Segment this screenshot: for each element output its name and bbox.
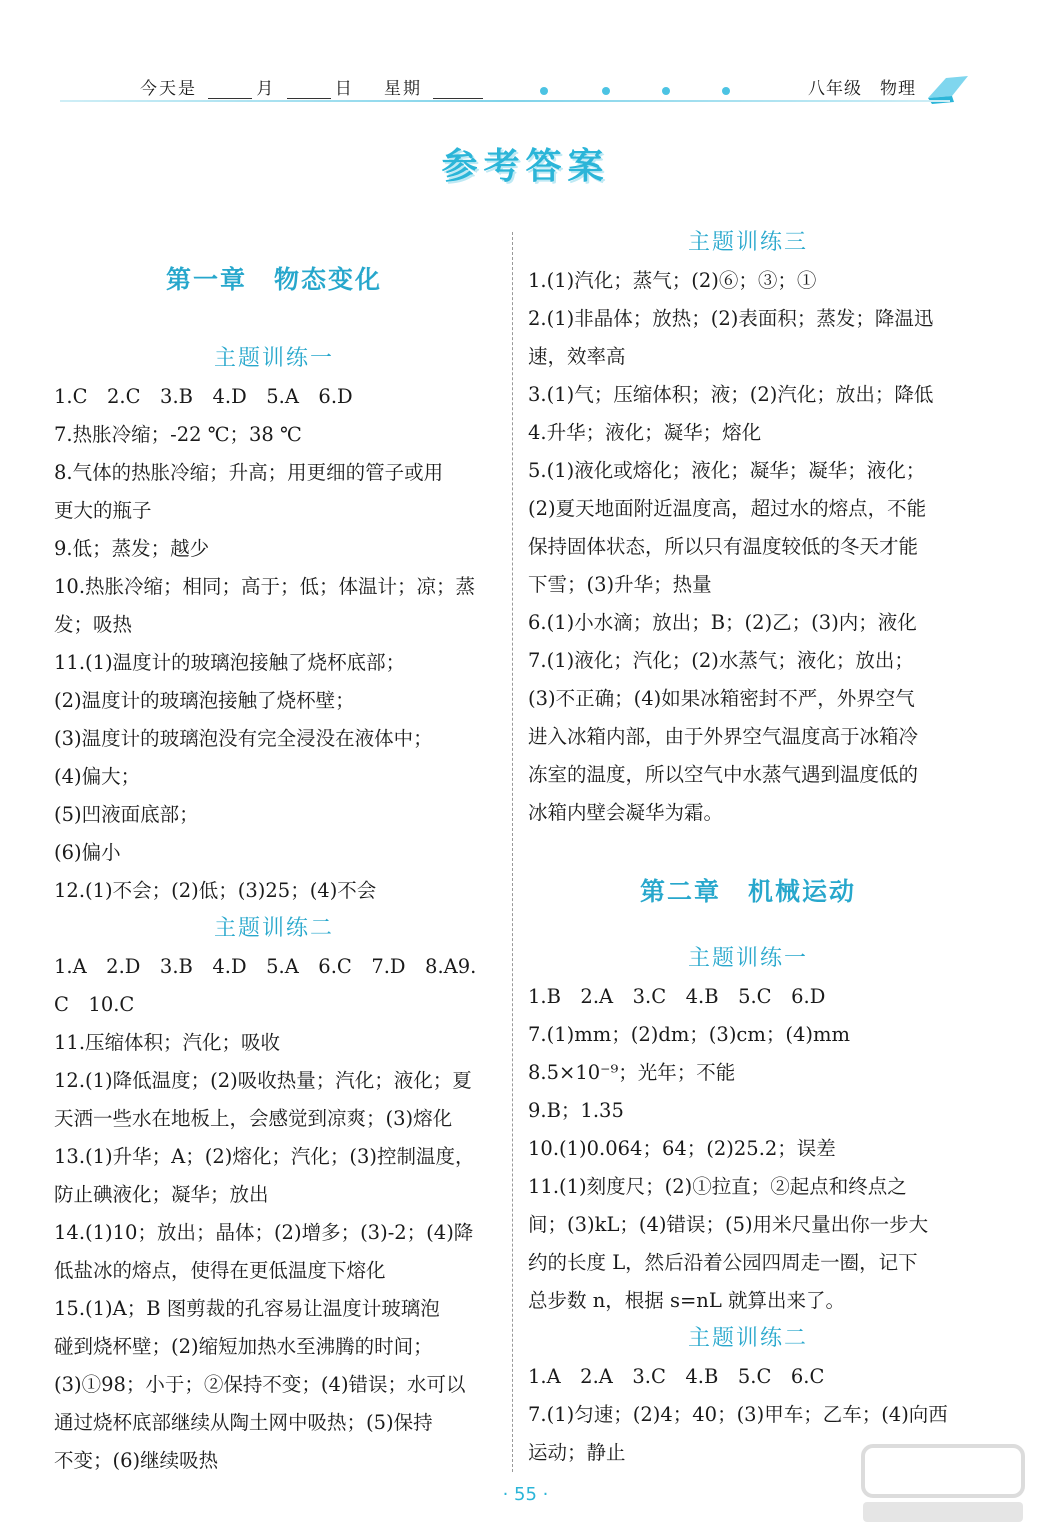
answer-line: C 10.C [54,993,135,1016]
answer-line: 10.热胀冷缩；相同；高于；低；体温计；凉；蒸 [54,575,476,598]
weekday-blank [433,80,483,99]
answer-line: 3.(1)气；压缩体积；液；(2)汽化；放出；降低 [528,383,934,406]
answer-line: 1.A 2.D 3.B 4.D 5.A 6.C 7.D 8.A9. [54,955,477,978]
answer-line: 12.(1)不会；(2)低；(3)25；(4)不会 [54,879,377,902]
header-rule [60,100,950,102]
answer-line: 1.B 2.A 3.C 4.B 5.C 6.D [528,985,826,1008]
answer-block [528,262,968,832]
page-header [0,0,1051,120]
page-number: · 55 · [502,1484,549,1505]
answer-line: 5.(1)液化或熔化；液化；凝华；凝华；液化； [528,459,926,482]
answer-line: (2)温度计的玻璃泡接触了烧杯壁； [54,689,355,712]
answer-line: 冰箱内壁会凝华为霜。 [528,801,724,824]
answer-line: (6)偏小 [54,841,121,864]
subject-label: 物理 [880,79,916,99]
answer-line: (3)温度计的玻璃泡没有完全浸没在液体中； [54,727,433,750]
answer-line: 7.(1)mm；(2)dm；(3)cm；(4)mm [528,1023,850,1046]
month-label: 月 [256,79,276,99]
answer-block [528,978,968,1320]
grade-subject [808,74,916,99]
right-column [528,224,968,1472]
answer-line: 9.B；1.35 [528,1099,624,1122]
answer-line: (2)夏天地面附近温度高，超过水的熔点，不能 [528,497,927,520]
answer-line: 8.5×10⁻⁹；光年；不能 [528,1061,736,1084]
chapter-heading: 第一章 物态变化 [165,265,382,294]
answer-line: 不变；(6)继续吸热 [54,1449,219,1472]
answer-line: 2.(1)非晶体；放热；(2)表面积；蒸发；降温迅 [528,307,934,330]
answer-line: 11.(1)温度计的玻璃泡接触了烧杯底部； [54,651,406,674]
answer-line: 12.(1)降低温度；(2)吸收热量；汽化；液化；夏 [54,1069,472,1092]
answer-line: 保持固体状态，所以只有温度较低的冬天才能 [528,535,919,558]
answer-line: 天洒一些水在地板上，会感觉到凉爽；(3)熔化 [54,1107,453,1130]
chapter-heading: 第二章 机械运动 [639,877,856,906]
section-heading: 主题训练二 [213,916,334,941]
left-column [54,256,494,1480]
today-label: 今天是 [140,79,197,99]
decor-dot [602,87,610,95]
decor-dot [540,87,548,95]
day-label: 日 [334,79,354,99]
answer-line: 11.(1)刻度尺；(2)①拉直；②起点和终点之 [528,1175,907,1198]
decor-dot [662,87,670,95]
answer-line: (3)①98；小于；②保持不变；(4)错误；水可以 [54,1373,466,1396]
section-heading: 主题训练一 [213,346,334,371]
answer-line: 13.(1)升华；A；(2)熔化；汽化；(3)控制温度， [54,1145,475,1168]
answer-line: 下雪；(3)升华；热量 [528,573,712,596]
section-heading: 主题训练一 [687,946,808,971]
answer-line: 15.(1)A；B 图剪裁的孔容易让温度计玻璃泡 [54,1297,440,1320]
answer-line: 1.C 2.C 3.B 4.D 5.A 6.D [54,385,353,408]
answer-line: 8.气体的热胀冷缩；升高；用更细的管子或用 [54,461,444,484]
answer-line: 11.压缩体积；汽化；吸收 [54,1031,281,1054]
answer-line: 总步数 n，根据 s=nL 就算出来了。 [528,1289,846,1312]
column-divider [512,232,513,1472]
answer-line: 7.热胀冷缩；-22 ℃；38 ℃ [54,423,302,446]
answer-line: 7.(1)匀速；(2)4；40；(3)甲车；乙车；(4)向西 [528,1403,948,1426]
answer-line: 1.(1)汽化；蒸气；(2)⑥；③；① [528,269,817,292]
answer-line: 运动；静止 [528,1441,626,1464]
answer-line: 低盐冰的熔点，使得在更低温度下熔化 [54,1259,386,1282]
answer-line: 通过烧杯底部继续从陶土网中吸热；(5)保持 [54,1411,433,1434]
section-heading: 主题训练二 [687,1326,808,1351]
weekday-label: 星期 [384,79,422,99]
answer-line: 冻室的温度，所以空气中水蒸气遇到温度低的 [528,763,919,786]
answer-line: (3)不正确；(4)如果冰箱密封不严，外界空气 [528,687,915,710]
month-blank [208,80,252,99]
answer-line: (4)偏大； [54,765,141,788]
page-title: 参考答案 [441,146,610,187]
watermark-logo-icon [853,1438,1033,1528]
answer-line: 6.(1)小水滴；放出；B；(2)乙；(3)内；液化 [528,611,917,634]
answer-line: 14.(1)10；放出；晶体；(2)增多；(3)-2；(4)降 [54,1221,474,1244]
answer-line: 9.低；蒸发；越少 [54,537,210,560]
answer-line: 碰到烧杯壁；(2)缩短加热水至沸腾的时间； [54,1335,433,1358]
answer-line: 速，效率高 [528,345,626,368]
answer-line: 10.(1)0.064；64；(2)25.2；误差 [528,1137,836,1160]
decor-dot [722,87,730,95]
weekday-field [384,74,487,99]
answer-line: 发；吸热 [54,613,133,636]
grade-label: 八年级 [808,79,862,99]
answer-line: 防止碘液化；凝华；放出 [54,1183,269,1206]
answer-block [54,948,494,1480]
answer-line: (5)凹液面底部； [54,803,199,826]
answer-block [54,378,494,910]
answer-line: 1.A 2.A 3.C 4.B 5.C 6.C [528,1365,825,1388]
day-blank [287,80,331,99]
date-field [140,74,354,99]
section-heading: 主题训练三 [687,230,808,255]
answer-line: 更大的瓶子 [54,499,152,522]
answer-line: 间；(3)kL；(4)错误；(5)用米尺量出你一步大 [528,1213,929,1236]
answer-line: 4.升华；液化；凝华；熔化 [528,421,762,444]
answer-line: 7.(1)液化；汽化；(2)水蒸气；液化；放出； [528,649,914,672]
answer-line: 约的长度 L，然后沿着公园四周走一圈，记下 [528,1251,918,1274]
answer-line: 进入冰箱内部，由于外界空气温度高于冰箱冷 [528,725,919,748]
